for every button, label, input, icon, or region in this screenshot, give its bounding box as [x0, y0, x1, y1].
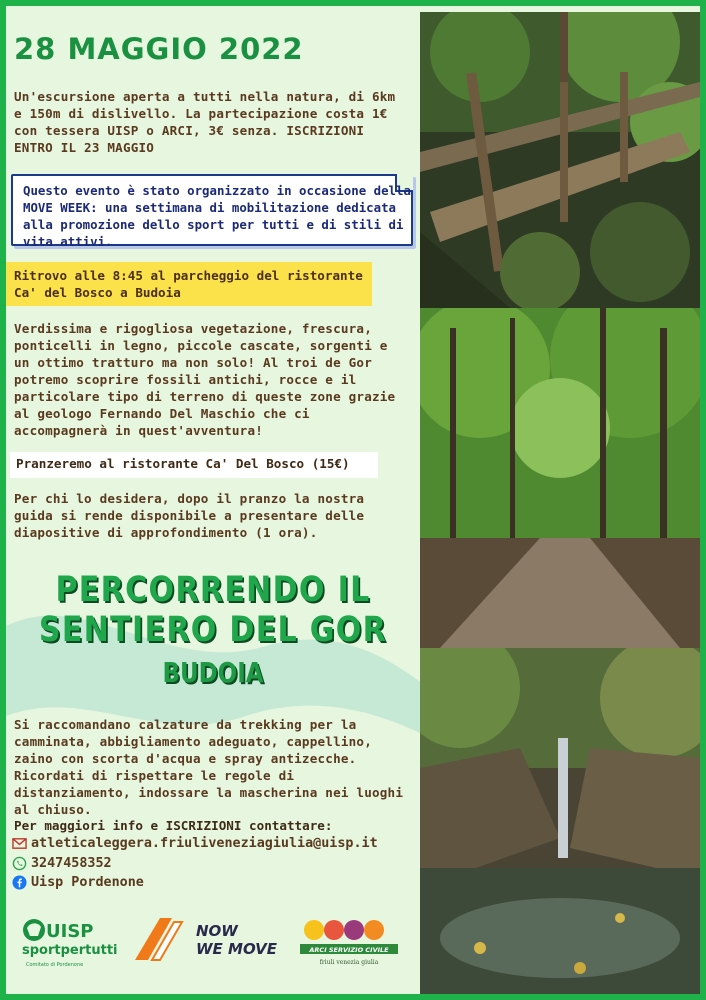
arci-logo-text: ARCI SERVIZIO CIVILE — [309, 946, 389, 954]
email-text: atleticaleggera.friuliveneziagiulia@uisp.it — [31, 836, 378, 851]
headline-town: BUDOIA — [162, 656, 264, 689]
phone-text: 3247458352 — [31, 856, 112, 871]
mail-icon — [12, 836, 27, 851]
facebook-text: Uisp Pordenone — [31, 875, 144, 890]
advice-text: Si raccomandano calzature da trekking per la camminata, abbigliamento adeguato, cappellino, zaino con scorta d'acqua e spray antizecche. Ricordati di rispettare le regole di distanziamento, indossare la mascherina nei luoghi al chiuso. — [14, 717, 404, 817]
facebook-icon — [12, 875, 27, 890]
description-text: Verdissima e rigogliosa vegetazione, frescura, ponticelli in legno, piccole cascate, sorgenti e un ottimo tratturo ma non solo! Al troi de Gor potremo scoprire fossili antichi, rocce e il particolare tipo di terreno di queste zone grazie al geologo Fernando Del Maschio che ci accompagnerà in quest'avventura! — [14, 321, 396, 438]
arci-logo-subtext: friuli venezia giulia — [319, 959, 379, 966]
headline-line-1: PERCORRENDO IL — [55, 570, 371, 610]
lunch-box — [10, 452, 378, 478]
now-we-move-text-2: WE MOVE — [196, 940, 278, 958]
photo-forest-path — [420, 308, 700, 648]
slides-text: Per chi lo desidera, dopo il pranzo la nostra guida si rende disponibile a presentare delle diapositive di approfondimento (1 ora). — [14, 491, 365, 540]
meeting-text: Ritrovo alle 8:45 al parcheggio del ristorante Ca' del Bosco a Budoia — [14, 268, 363, 300]
uisp-logo — [18, 910, 118, 970]
event-date: 28 MAGGIO 2022 — [14, 32, 304, 66]
now-we-move-logo — [130, 910, 280, 968]
contacts-heading: Per maggiori info e ISCRIZIONI contattare: — [14, 818, 333, 833]
whatsapp-icon — [12, 856, 27, 871]
uisp-logo-text: UISP — [46, 921, 94, 942]
arci-logo — [296, 916, 402, 968]
headline-line-2: SENTIERO DEL GOR — [38, 610, 388, 650]
email-contact[interactable] — [12, 836, 378, 851]
poster — [6, 6, 700, 994]
intro-text: Un'escursione aperta a tutti nella natura, di 6km e 150m di dislivello. La partecipazione costa 1€ con tessera UISP o ARCI, 3€ senza. ISCRIZIONI ENTRO IL 23 MAGGIO — [14, 89, 396, 155]
now-we-move-text-1: NOW — [196, 922, 238, 940]
photo-wooden-bridge — [420, 12, 700, 308]
phone-contact[interactable] — [12, 856, 112, 871]
lunch-text: Pranzeremo al ristorante Ca' Del Bosco (15€) — [16, 456, 350, 471]
uisp-logo-subtext: sportpertutti — [22, 943, 118, 958]
facebook-contact[interactable] — [12, 875, 144, 890]
move-week-callout — [11, 174, 413, 249]
meeting-highlight — [6, 262, 372, 306]
photo-waterfall — [420, 648, 700, 994]
callout-text: Questo evento è stato organizzato in occasione della MOVE WEEK: una settimana di mobilitazione dedicata alla promozione dello sport per tutti e di stili di vita attivi. — [23, 183, 411, 249]
uisp-logo-committee: Comitato di Pordenone — [26, 962, 84, 968]
